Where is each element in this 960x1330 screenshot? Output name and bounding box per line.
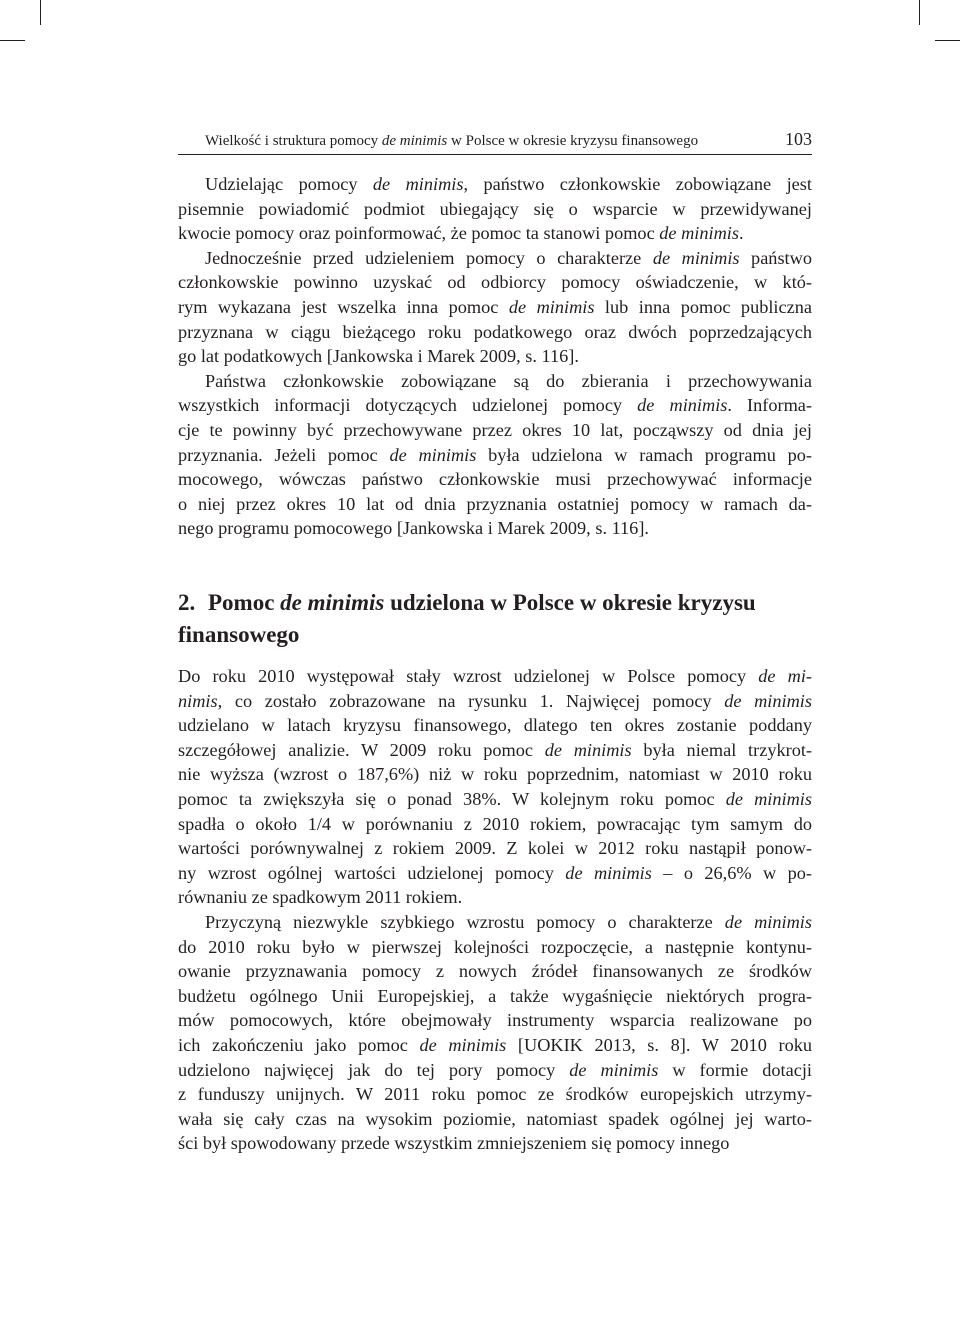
text-line: wartości porównywalnej z rokiem 2009. Z kolei w 2012 roku nastąpił ponow- <box>178 838 812 859</box>
text-line: pisemnie powiadomić podmiot ubiegający się o wsparcie w przewidywanej <box>178 198 812 219</box>
text-line: owanie przyznawania pomocy z nowych źródeł finansowanych ze środków <box>178 961 812 982</box>
text-line: równaniu ze spadkowym 2011 rokiem. <box>178 887 463 908</box>
section-title-line-2: finansowego <box>178 622 300 647</box>
text-line: nimis, co zostało zobrazowane na rysunku 1. Najwięcej pomocy de minimis <box>178 690 812 711</box>
italic-term: de mi- <box>758 666 812 686</box>
text-line: ny wzrost ogólnej wartości udzielonej pomocy de minimis – o 26,6% w po- <box>178 862 812 883</box>
text-line: z funduszy unijnych. W 2011 roku pomoc ze środków europejskich utrzymy- <box>178 1084 812 1105</box>
italic-term: de minimis <box>419 1034 507 1055</box>
page-number: 103 <box>785 129 812 149</box>
italic-term: de minimis <box>659 223 739 244</box>
section-number: 2. <box>178 590 196 615</box>
text-line: Przyczyną niezwykle szybkiego wzrostu pomocy o charakterze de minimis <box>205 911 812 932</box>
text-line: członkowskie powinno uzyskać od odbiorcy pomocy oświadczenie, w któ- <box>178 272 812 293</box>
text-line: pomoc ta zwiększyła się o ponad 38%. W kolejnym roku pomoc de minimis <box>178 788 812 809</box>
italic-term: de minimis <box>508 296 595 317</box>
crop-mark-top-left-horizontal <box>0 40 25 41</box>
italic-term: de minimis <box>565 862 652 883</box>
text-line: spadła o około 1/4 w porównaniu z 2010 rokiem, powracając tym samym do <box>178 813 812 834</box>
text-block-1 <box>178 172 812 541</box>
text-line: kwocie pomocy oraz poinformować, że pomoc ta stanowi pomoc de minimis. <box>178 223 744 244</box>
text-line: udzielano w latach kryzysu finansowego, dlatego ten okres zostanie poddany <box>178 715 812 736</box>
text-line: szczegółowej analizie. W 2009 roku pomoc de minimis była niemal trzykrot- <box>178 739 812 760</box>
running-header-title: Wielkość i struktura pomocy de minimis w Polsce w okresie kryzysu finansowego <box>205 133 699 149</box>
text-line: ści był spowodowany przede wszystkim zmniejszeniem się pomocy innego <box>178 1133 730 1154</box>
crop-mark-top-right-vertical <box>919 0 920 25</box>
text-line: do 2010 roku było w pierwszej kolejności rozpoczęcie, a następnie kontynu- <box>178 936 812 957</box>
text-line: Jednocześnie przed udzieleniem pomocy o charakterze de minimis państwo <box>205 247 812 268</box>
italic-term: de minimis <box>389 444 477 465</box>
italic-term: de minimis <box>724 911 812 932</box>
text-line: nego programu pomocowego [Jankowska i Marek 2009, s. 116]. <box>178 518 649 539</box>
text-line: ich zakończeniu jako pomoc de minimis [UOKIK 2013, s. 8]. W 2010 roku <box>178 1034 812 1055</box>
text-line: mocowego, wówczas państwo członkowskie musi przechowywać informacje <box>178 469 812 490</box>
text-line: Udzielając pomocy de minimis, państwo członkowskie zobowiązane jest <box>205 174 812 194</box>
italic-term: de minimis <box>637 395 728 416</box>
text-block-2 <box>178 664 812 1156</box>
section-heading <box>178 587 756 651</box>
text-line: wszystkich informacji dotyczących udzielonej pomocy de minimis. Informa- <box>178 395 813 416</box>
text-line: mów pomocowych, które obejmowały instrumenty wsparcia realizowane po <box>178 1010 812 1031</box>
text-line: wała się cały czas na wysokim poziomie, natomiast spadek ogólnej jej warto- <box>178 1108 812 1129</box>
crop-mark-top-right-horizontal <box>935 40 960 41</box>
text-line: przyznania. Jeżeli pomoc de minimis była udzielona w ramach programu po- <box>178 444 812 465</box>
crop-mark-top-left-vertical <box>40 0 41 25</box>
text-line: cje te powinny być przechowywane przez okres 10 lat, począwszy od dnia jej <box>178 419 812 440</box>
italic-term: de minimis <box>381 133 448 149</box>
italic-term: de minimis <box>544 739 632 760</box>
italic-term: de minimis <box>569 1059 659 1080</box>
italic-term: de minimis <box>725 788 812 809</box>
running-header <box>178 128 812 155</box>
text-line: Państwa członkowskie zobowiązane są do zbierania i przechowywania <box>205 370 812 391</box>
text-line: o niej przez okres 10 lat od dnia przyznania ostatniej pomocy w ramach da- <box>178 493 812 514</box>
italic-term: de minimis <box>652 247 740 268</box>
text-line: przyznana w ciągu bieżącego roku podatkowego oraz dwóch poprzedzających <box>178 321 812 342</box>
text-line: Do roku 2010 występował stały wzrost udzielonej w Polsce pomocy de mi- <box>178 666 812 686</box>
text-line: rym wykazana jest wszelka inna pomoc de minimis lub inna pomoc publiczna <box>178 296 812 317</box>
text-line: budżetu ogólnego Unii Europejskiej, a także wygaśnięcie niektórych progra- <box>178 985 812 1006</box>
italic-term: de minimis <box>724 690 812 711</box>
section-title-line-1: Pomoc de minimis udzielona w Polsce w okresie kryzysu <box>208 590 756 615</box>
text-line: udzielono najwięcej jak do tej pory pomocy de minimis w formie dotacji <box>178 1059 812 1080</box>
text-line: go lat podatkowych [Jankowska i Marek 2009, s. 116]. <box>178 346 579 367</box>
italic-term: de minimis <box>372 174 464 194</box>
italic-term: de minimis <box>280 590 385 615</box>
italic-term: nimis <box>178 690 218 711</box>
text-line: nie wyższa (wzrost o 187,6%) niż w roku poprzednim, natomiast w 2010 roku <box>178 764 812 785</box>
